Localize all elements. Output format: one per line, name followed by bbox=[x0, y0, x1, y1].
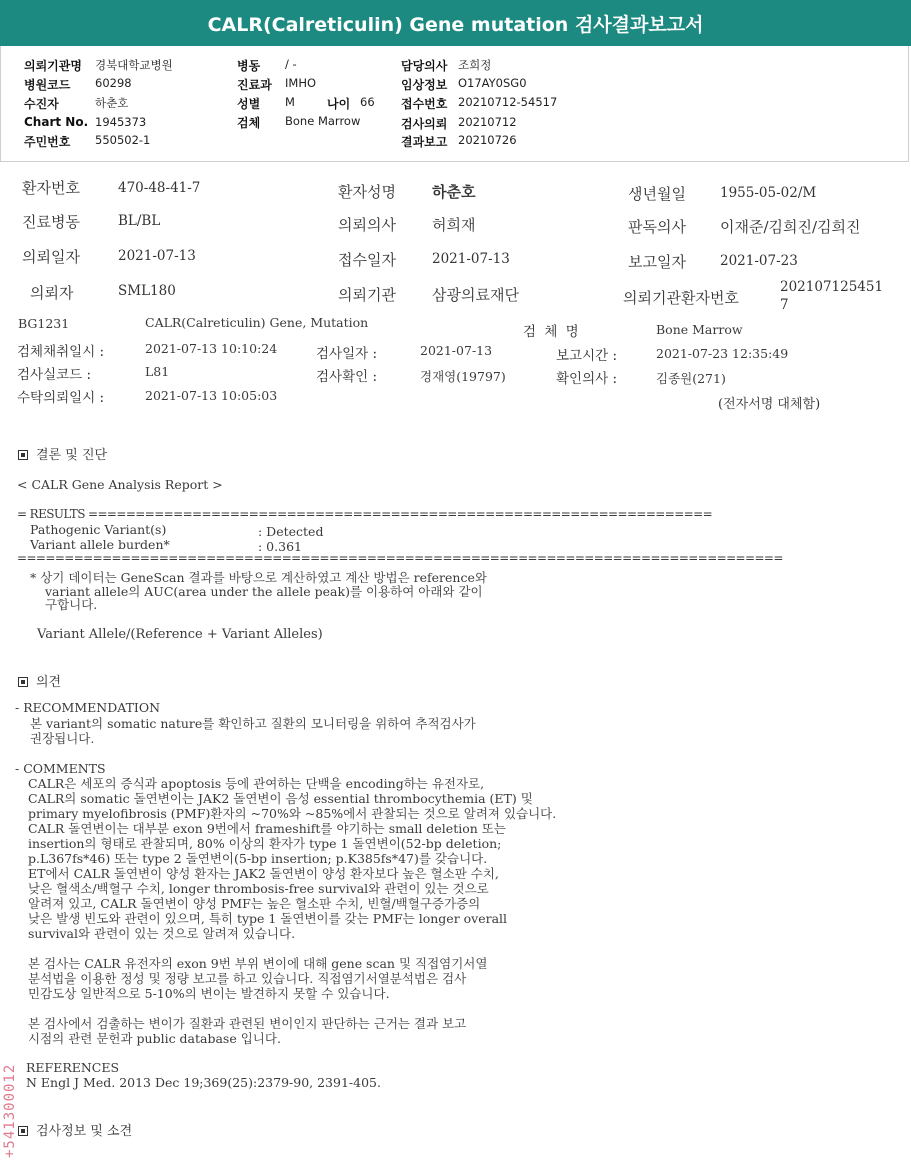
comment-line: primary myelofibrosis (PMF)환자의 ~70%와 ~85%에서 관찰되는 것으로 알려져 있습니다. bbox=[28, 806, 557, 821]
value-patient-no: 470-48-41-7 bbox=[118, 180, 201, 196]
label-requesting-institution: 의뢰기관 bbox=[338, 286, 396, 304]
value-consign-time: 2021-07-13 10:05:03 bbox=[145, 388, 278, 403]
comment-line: CALR의 somatic 돌연변이는 JAK2 돌연변이 음성 essential thrombocythemia (ET) 및 bbox=[28, 791, 533, 806]
label-clinical-info: 임상정보 bbox=[401, 78, 448, 92]
label-request-date: 의뢰일자 bbox=[22, 248, 80, 266]
value-age: 66 bbox=[360, 95, 375, 109]
label-test-request: 검사의뢰 bbox=[401, 117, 448, 131]
results-formula: Variant Allele/(Reference + Variant Alleles) bbox=[37, 627, 323, 642]
label-ward: 병동 bbox=[237, 59, 261, 73]
comment-line: 시점의 관련 문헌과 public database 입니다. bbox=[28, 1031, 281, 1046]
value-requesting-doctor: 허희재 bbox=[432, 216, 476, 234]
label-institution-patient-no: 의뢰기관환자번호 bbox=[623, 289, 739, 307]
label-patient-no: 환자번호 bbox=[22, 179, 80, 197]
label-receipt-date: 접수일자 bbox=[338, 251, 396, 269]
label-reading-doctor: 판독의사 bbox=[628, 218, 686, 236]
test-code: BG1231 bbox=[18, 316, 70, 331]
result-label-variant: Pathogenic Variant(s) bbox=[30, 522, 167, 537]
value-request-date: 2021-07-13 bbox=[118, 248, 196, 264]
comment-line: ET에서 CALR 돌연변이 양성 환자는 JAK2 돌연변이 양성 환자보다 높은 혈소판 수치, bbox=[28, 866, 499, 881]
label-lab-code: 검사실코드 : bbox=[17, 367, 92, 383]
label-ward-block: 진료병동 bbox=[22, 213, 80, 231]
value-lab-code: L81 bbox=[145, 364, 170, 379]
report-title: CALR(Calreticulin) Gene mutation 검사결과보고서 bbox=[207, 13, 704, 36]
label-age: 나이 bbox=[327, 97, 351, 111]
comment-line: 본 검사는 CALR 유전자의 exon 9번 부위 변이에 대해 gene scan 및 직접염기서열 bbox=[28, 956, 488, 971]
value-requesting-institution: 삼광의료재단 bbox=[432, 286, 519, 304]
label-consign-time: 수탁의뢰일시 : bbox=[17, 390, 105, 406]
e-signature-note: (전자서명 대체함) bbox=[718, 397, 821, 412]
value-result-report: 20210726 bbox=[458, 133, 517, 147]
comment-line: 민감도상 일반적으로 5-10%의 변이는 발견하지 못할 수 있습니다. bbox=[28, 986, 390, 1001]
value-sex: M bbox=[285, 95, 295, 109]
test-name: CALR(Calreticulin) Gene, Mutation bbox=[145, 315, 369, 330]
value-institution: 경북대학교병원 bbox=[95, 58, 173, 72]
report-title-banner bbox=[0, 0, 911, 46]
label-requesting-doctor: 의뢰의사 bbox=[338, 216, 396, 234]
barcode-stamp: +541300012 bbox=[2, 1063, 18, 1158]
label-physician: 담당의사 bbox=[401, 59, 448, 73]
label-resident-no: 주민번호 bbox=[24, 135, 71, 149]
value-ward: / - bbox=[285, 57, 297, 71]
value-specimen: Bone Marrow bbox=[285, 114, 361, 128]
comment-line: CALR 돌연변이는 대부분 exon 9번에서 frameshift를 야기하는 small deletion 또는 bbox=[28, 821, 506, 836]
comment-line: 본 검사에서 검출하는 변이가 질환과 관련된 변이인지 판단하는 근거는 결과 보고 bbox=[28, 1016, 467, 1031]
label-chart-no: Chart No. bbox=[24, 115, 89, 129]
value-confirm-doctor: 김종원(271) bbox=[656, 371, 726, 386]
value-institution-patient-no-line2: 7 bbox=[780, 297, 789, 313]
label-requester: 의뢰자 bbox=[30, 284, 74, 302]
value-specimen-name: Bone Marrow bbox=[656, 322, 743, 337]
value-hospital-code: 60298 bbox=[95, 76, 132, 90]
label-collection-time: 검체채취일시 : bbox=[17, 344, 105, 360]
result-label-burden: Variant allele burden* bbox=[30, 537, 170, 552]
section-test-info bbox=[18, 1120, 132, 1139]
recommendation-line-1: 본 variant의 somatic nature를 확인하고 질환의 모니터링을 위하여 추적검사가 bbox=[30, 716, 476, 731]
value-receipt-no: 20210712-54517 bbox=[458, 95, 558, 109]
section-box-icon bbox=[18, 1126, 28, 1136]
result-value-burden: : 0.361 bbox=[258, 539, 302, 554]
label-hospital-code: 병원코드 bbox=[24, 78, 71, 92]
value-chart-no: 1945373 bbox=[95, 115, 147, 129]
section-test-info-label: 검사정보 및 소견 bbox=[36, 1124, 133, 1139]
label-receipt-no: 접수번호 bbox=[401, 97, 448, 111]
comment-line: CALR은 세포의 증식과 apoptosis 등에 관여하는 단백을 encoding하는 유전자로, bbox=[28, 776, 485, 791]
value-clinical-info: O17AY0SG0 bbox=[458, 76, 527, 90]
value-ward-block: BL/BL bbox=[118, 213, 161, 229]
results-header: = RESULTS ================================================================== bbox=[17, 507, 713, 521]
value-report-time: 2021-07-23 12:35:49 bbox=[656, 346, 789, 361]
value-department: IMHO bbox=[285, 76, 317, 90]
comment-line: 알려져 있고, CALR 돌연변이 양성 PMF는 높은 혈소판 수치, 빈혈/백혈구증가증의 bbox=[28, 896, 481, 911]
section-conclusion-label: 결론 및 진단 bbox=[36, 448, 108, 463]
value-requester: SML180 bbox=[118, 283, 176, 299]
value-receipt-date: 2021-07-13 bbox=[432, 251, 510, 267]
section-conclusion bbox=[18, 444, 107, 463]
label-test-date: 검사일자 : bbox=[316, 346, 378, 362]
comment-line: 낮은 발생 빈도와 관련이 있으며, 특히 type 1 돌연변이를 갖는 PMF는 longer overall bbox=[28, 911, 508, 926]
comment-line: p.L367fs*46) 또는 type 2 돌연변이(5-bp insertion; p.K385fs*47)를 갖습니다. bbox=[28, 851, 488, 866]
recommendation-line-2: 권장됩니다. bbox=[30, 731, 95, 746]
label-sex: 성별 bbox=[237, 97, 261, 111]
label-department: 진료과 bbox=[237, 78, 272, 92]
comments-head: - COMMENTS bbox=[15, 761, 106, 776]
label-patient-name: 환자성명 bbox=[338, 183, 396, 201]
value-collection-time: 2021-07-13 10:10:24 bbox=[145, 341, 278, 356]
value-reading-doctor: 이재준/김희진/김희진 bbox=[720, 218, 861, 236]
section-box-icon bbox=[18, 677, 28, 687]
value-test-request: 20210712 bbox=[458, 115, 517, 129]
label-birthdate: 생년월일 bbox=[628, 185, 686, 203]
recommendation-head: - RECOMMENDATION bbox=[15, 700, 161, 715]
value-test-confirm: 경재영(19797) bbox=[420, 369, 506, 384]
results-note-2: variant allele의 AUC(area under the allele peak)를 이용하여 아래와 같이 bbox=[45, 584, 483, 599]
value-institution-patient-no-line1: 202107125451 bbox=[780, 279, 884, 295]
label-test-confirm: 검사확인 : bbox=[316, 369, 378, 385]
label-result-report: 결과보고 bbox=[401, 135, 448, 149]
value-patient: 하춘호 bbox=[95, 96, 129, 110]
section-opinion-label: 의견 bbox=[36, 675, 62, 690]
label-report-time: 보고시간 : bbox=[556, 348, 618, 364]
label-report-date: 보고일자 bbox=[628, 253, 686, 271]
value-physician: 조희정 bbox=[458, 58, 492, 72]
label-patient: 수진자 bbox=[24, 97, 59, 111]
references-line: N Engl J Med. 2013 Dec 19;369(25):2379-90, 2391-405. bbox=[26, 1075, 381, 1090]
section-opinion bbox=[18, 671, 61, 690]
comment-line: survival와 관련이 있는 것으로 알려져 있습니다. bbox=[28, 926, 296, 941]
comment-line: 분석법을 이용한 정성 및 정량 보고를 하고 있습니다. 직접염기서열분석법은 검사 bbox=[28, 971, 467, 986]
label-specimen-name: 검 체 명 bbox=[523, 324, 581, 340]
value-resident-no: 550502-1 bbox=[95, 133, 151, 147]
results-note-3: 구합니다. bbox=[45, 597, 98, 612]
results-rule: ================================================================================= bbox=[17, 551, 783, 565]
comment-line: insertion의 형태로 관찰되며, 80% 이상의 환자가 type 1 돌연변이(52-bp deletion; bbox=[28, 836, 502, 851]
label-institution: 의뢰기관명 bbox=[24, 59, 82, 73]
result-value-variant: : Detected bbox=[258, 524, 324, 539]
value-birthdate: 1955-05-02/M bbox=[720, 185, 817, 201]
value-patient-name: 하춘호 bbox=[432, 183, 476, 201]
value-test-date: 2021-07-13 bbox=[420, 343, 493, 358]
references-head: REFERENCES bbox=[26, 1060, 120, 1075]
value-report-date: 2021-07-23 bbox=[720, 253, 798, 269]
label-specimen: 검체 bbox=[237, 116, 261, 130]
report-subtitle: < CALR Gene Analysis Report > bbox=[17, 477, 223, 492]
section-box-icon bbox=[18, 450, 28, 460]
results-note-1: * 상기 데이터는 GeneScan 결과를 바탕으로 계산하였고 계산 방법은 reference와 bbox=[30, 570, 487, 585]
label-confirm-doctor: 확인의사 : bbox=[556, 371, 618, 387]
comment-line: 낮은 혈색소/백혈구 수치, longer thrombosis-free survival와 관련이 있는 것으로 bbox=[28, 881, 489, 896]
